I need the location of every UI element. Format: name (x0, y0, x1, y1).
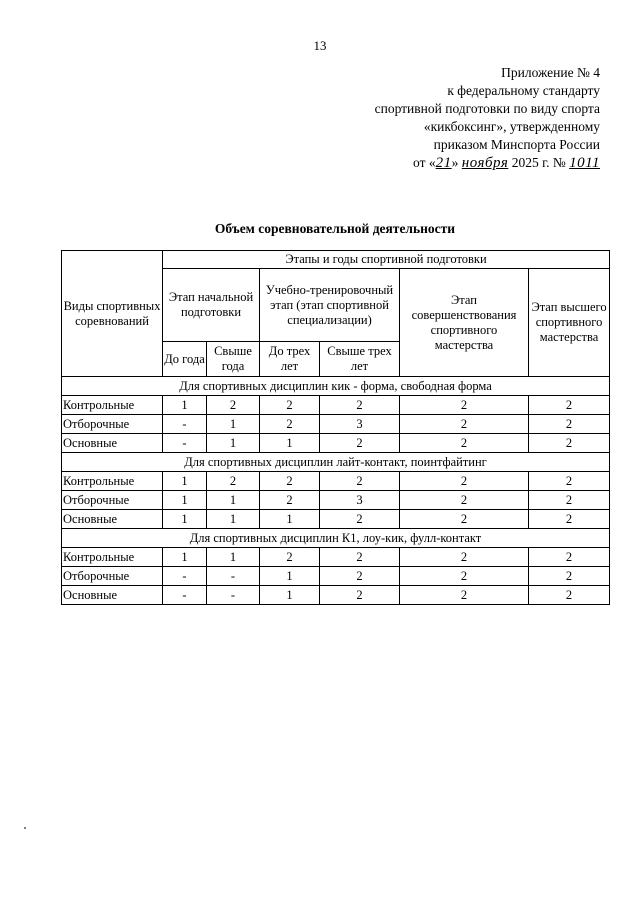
header-stage-improvement: Этап совершенствования спортивного мастерства (400, 269, 529, 377)
value-cell: 2 (400, 586, 529, 605)
appendix-line: к федеральному стандарту (447, 83, 600, 98)
value-cell: 1 (260, 586, 320, 605)
value-cell: 2 (529, 491, 610, 510)
table-body (62, 377, 610, 605)
value-cell: 2 (260, 491, 320, 510)
value-cell: 2 (400, 415, 529, 434)
header-stage-initial: Этап начальной подготовки (163, 269, 260, 342)
value-cell: 2 (400, 491, 529, 510)
competition-type-cell: Контрольные (62, 396, 163, 415)
value-cell: 2 (400, 434, 529, 453)
value-cell: 2 (207, 472, 260, 491)
section-row (62, 453, 610, 472)
header-sub-initial-1: До года (163, 342, 207, 377)
value-cell: 1 (163, 396, 207, 415)
header-competition-types: Виды спортивных соревнований (62, 251, 163, 377)
value-cell: 3 (320, 415, 400, 434)
value-cell: 2 (260, 396, 320, 415)
competition-type-cell: Основные (62, 586, 163, 605)
competition-type-cell: Отборочные (62, 415, 163, 434)
section-title: Для спортивных дисциплин кик - форма, свободная форма (62, 377, 610, 396)
competition-type-cell: Контрольные (62, 472, 163, 491)
scan-dot (24, 827, 26, 829)
value-cell: 2 (320, 434, 400, 453)
competition-type-cell: Основные (62, 434, 163, 453)
competition-volume-table (61, 250, 610, 605)
value-cell: 1 (207, 510, 260, 529)
date-mid: » (451, 155, 459, 170)
value-cell: 1 (260, 510, 320, 529)
appendix-block (375, 64, 600, 172)
value-cell: 2 (320, 472, 400, 491)
value-cell: 2 (320, 586, 400, 605)
value-cell: 2 (400, 567, 529, 586)
value-cell: 2 (529, 434, 610, 453)
value-cell: 2 (400, 548, 529, 567)
date-month-handwritten: ноября (461, 155, 509, 171)
document-title: Объем соревновательной деятельности (214, 221, 456, 236)
competition-type-cell: Отборочные (62, 491, 163, 510)
header-sub-training-1: До трех лет (260, 342, 320, 377)
value-cell: - (163, 586, 207, 605)
value-cell: 1 (163, 510, 207, 529)
value-cell: 2 (320, 396, 400, 415)
header-sub-initial-2: Свыше года (207, 342, 260, 377)
value-cell: 2 (207, 396, 260, 415)
header-sub-training-2: Свыше трех лет (320, 342, 400, 377)
competition-type-cell: Основные (62, 510, 163, 529)
date-year: 2025 г. № (511, 155, 566, 170)
section-title: Для спортивных дисциплин К1, лоу-кик, фулл-контакт (62, 529, 610, 548)
header-stage-highest: Этап высшего спортивного мастерства (529, 269, 610, 377)
value-cell: 1 (163, 548, 207, 567)
value-cell: 2 (529, 567, 610, 586)
value-cell: 1 (260, 567, 320, 586)
section-row (62, 377, 610, 396)
value-cell: 1 (260, 434, 320, 453)
value-cell: 1 (163, 491, 207, 510)
value-cell: - (207, 567, 260, 586)
table-row (62, 434, 610, 453)
value-cell: 2 (529, 548, 610, 567)
value-cell: 2 (320, 510, 400, 529)
date-day-handwritten: 21 (435, 155, 452, 171)
table-row (62, 586, 610, 605)
header-stage-training: Учебно-тренировочный этап (этап спортивной специализации) (260, 269, 400, 342)
value-cell: 2 (529, 472, 610, 491)
section-title: Для спортивных дисциплин лайт-контакт, поинтфайтинг (62, 453, 610, 472)
value-cell: - (163, 567, 207, 586)
value-cell: 2 (400, 510, 529, 529)
appendix-line: спортивной подготовки по виду спорта (374, 101, 600, 116)
value-cell: 3 (320, 491, 400, 510)
value-cell: 1 (207, 548, 260, 567)
value-cell: 2 (400, 472, 529, 491)
table-row (62, 491, 610, 510)
value-cell: 2 (260, 415, 320, 434)
value-cell: 2 (529, 510, 610, 529)
section-row (62, 529, 610, 548)
table-row (62, 567, 610, 586)
value-cell: 2 (529, 396, 610, 415)
table-row (62, 548, 610, 567)
value-cell: - (163, 434, 207, 453)
table-row (62, 472, 610, 491)
order-date-line (375, 154, 600, 172)
page-number: 13 (313, 38, 327, 53)
appendix-line: «кикбоксинг», утвержденному (423, 119, 600, 134)
value-cell: 2 (260, 548, 320, 567)
order-number-handwritten: 1011 (569, 155, 600, 171)
value-cell: 1 (163, 472, 207, 491)
competition-type-cell: Отборочные (62, 567, 163, 586)
table-row (62, 396, 610, 415)
value-cell: 1 (207, 434, 260, 453)
value-cell: - (207, 586, 260, 605)
competition-type-cell: Контрольные (62, 548, 163, 567)
value-cell: 2 (320, 548, 400, 567)
header-stages: Этапы и годы спортивной подготовки (163, 251, 610, 269)
value-cell: 2 (529, 586, 610, 605)
table-row (62, 415, 610, 434)
value-cell: 2 (260, 472, 320, 491)
value-cell: 2 (529, 415, 610, 434)
value-cell: 2 (320, 567, 400, 586)
appendix-line: Приложение № 4 (501, 65, 600, 80)
appendix-line: приказом Минспорта России (433, 137, 600, 152)
value-cell: 2 (400, 396, 529, 415)
value-cell: - (163, 415, 207, 434)
value-cell: 1 (207, 491, 260, 510)
table-row (62, 510, 610, 529)
value-cell: 1 (207, 415, 260, 434)
date-prefix: от « (413, 155, 436, 170)
